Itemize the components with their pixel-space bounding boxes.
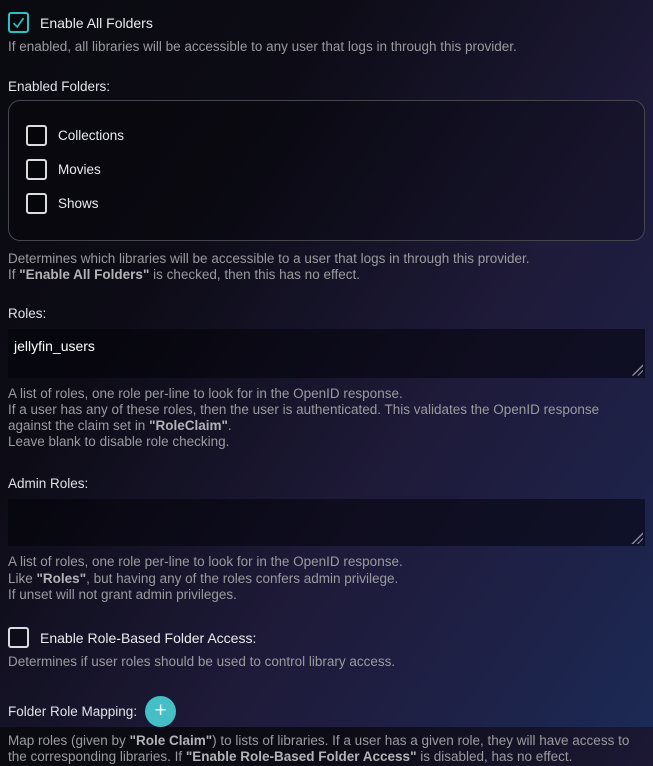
admin-roles-textarea-wrap bbox=[8, 499, 645, 546]
folder-row-collections bbox=[26, 125, 628, 146]
enabled-folders-description: Determines which libraries will be accessible to a user that logs in through this provider. If "Enable All Folders" is checked, then this has no effect. bbox=[8, 251, 530, 283]
collections-checkbox[interactable] bbox=[26, 125, 47, 146]
role-based-folder-access-label[interactable]: Enable Role-Based Folder Access: bbox=[40, 629, 257, 646]
enable-all-folders-label[interactable]: Enable All Folders bbox=[40, 14, 153, 31]
plus-icon: + bbox=[154, 699, 167, 723]
admin-roles-description: A list of roles, one role per-line to look for in the OpenID response. Like "Roles", but having any of the roles confers admin privilege. If unset will not grant admin privileges. bbox=[8, 554, 403, 602]
collections-label[interactable]: Collections bbox=[58, 128, 125, 144]
role-based-folder-access-row bbox=[8, 627, 645, 648]
movies-checkbox[interactable] bbox=[26, 159, 47, 180]
folder-row-shows bbox=[26, 193, 628, 214]
enable-all-folders-description: If enabled, all libraries will be accessible to any user that logs in through this provider. bbox=[8, 39, 517, 54]
role-based-folder-access-checkbox[interactable] bbox=[8, 627, 29, 648]
checkmark-icon bbox=[11, 15, 26, 30]
folder-role-mapping-description: Map roles (given by "Role Claim") to lists of libraries. If a user has a given role, they will have access to the corresponding libraries. If "Enable Role-Based Folder Access" is disabled, has no effect. bbox=[8, 733, 630, 765]
role-based-folder-access-description: Determines if user roles should be used to control library access. bbox=[8, 654, 396, 670]
roles-label: Roles: bbox=[8, 305, 47, 321]
enable-all-folders-row bbox=[8, 12, 645, 33]
folder-row-movies bbox=[26, 159, 628, 180]
roles-textarea-wrap bbox=[8, 329, 645, 378]
folder-role-mapping-label: Folder Role Mapping: bbox=[8, 704, 138, 720]
movies-label[interactable]: Movies bbox=[58, 162, 101, 178]
enable-all-folders-checkbox[interactable] bbox=[8, 12, 29, 33]
admin-roles-textarea[interactable] bbox=[8, 499, 645, 546]
roles-textarea[interactable] bbox=[8, 329, 645, 378]
enabled-folders-label: Enabled Folders: bbox=[8, 79, 111, 95]
enabled-folders-list bbox=[8, 100, 645, 241]
shows-checkbox[interactable] bbox=[26, 193, 47, 214]
folder-role-mapping-row bbox=[8, 696, 645, 727]
roles-description: A list of roles, one role per-line to look for in the OpenID response. If a user has any of these roles, then the user is authenticated. This validates the OpenID response against the claim set in "RoleClaim". Leave blank to disable role checking. bbox=[8, 385, 600, 450]
add-folder-role-mapping-button[interactable] bbox=[145, 696, 176, 727]
admin-roles-label: Admin Roles: bbox=[8, 476, 89, 492]
shows-label[interactable]: Shows bbox=[58, 196, 99, 212]
